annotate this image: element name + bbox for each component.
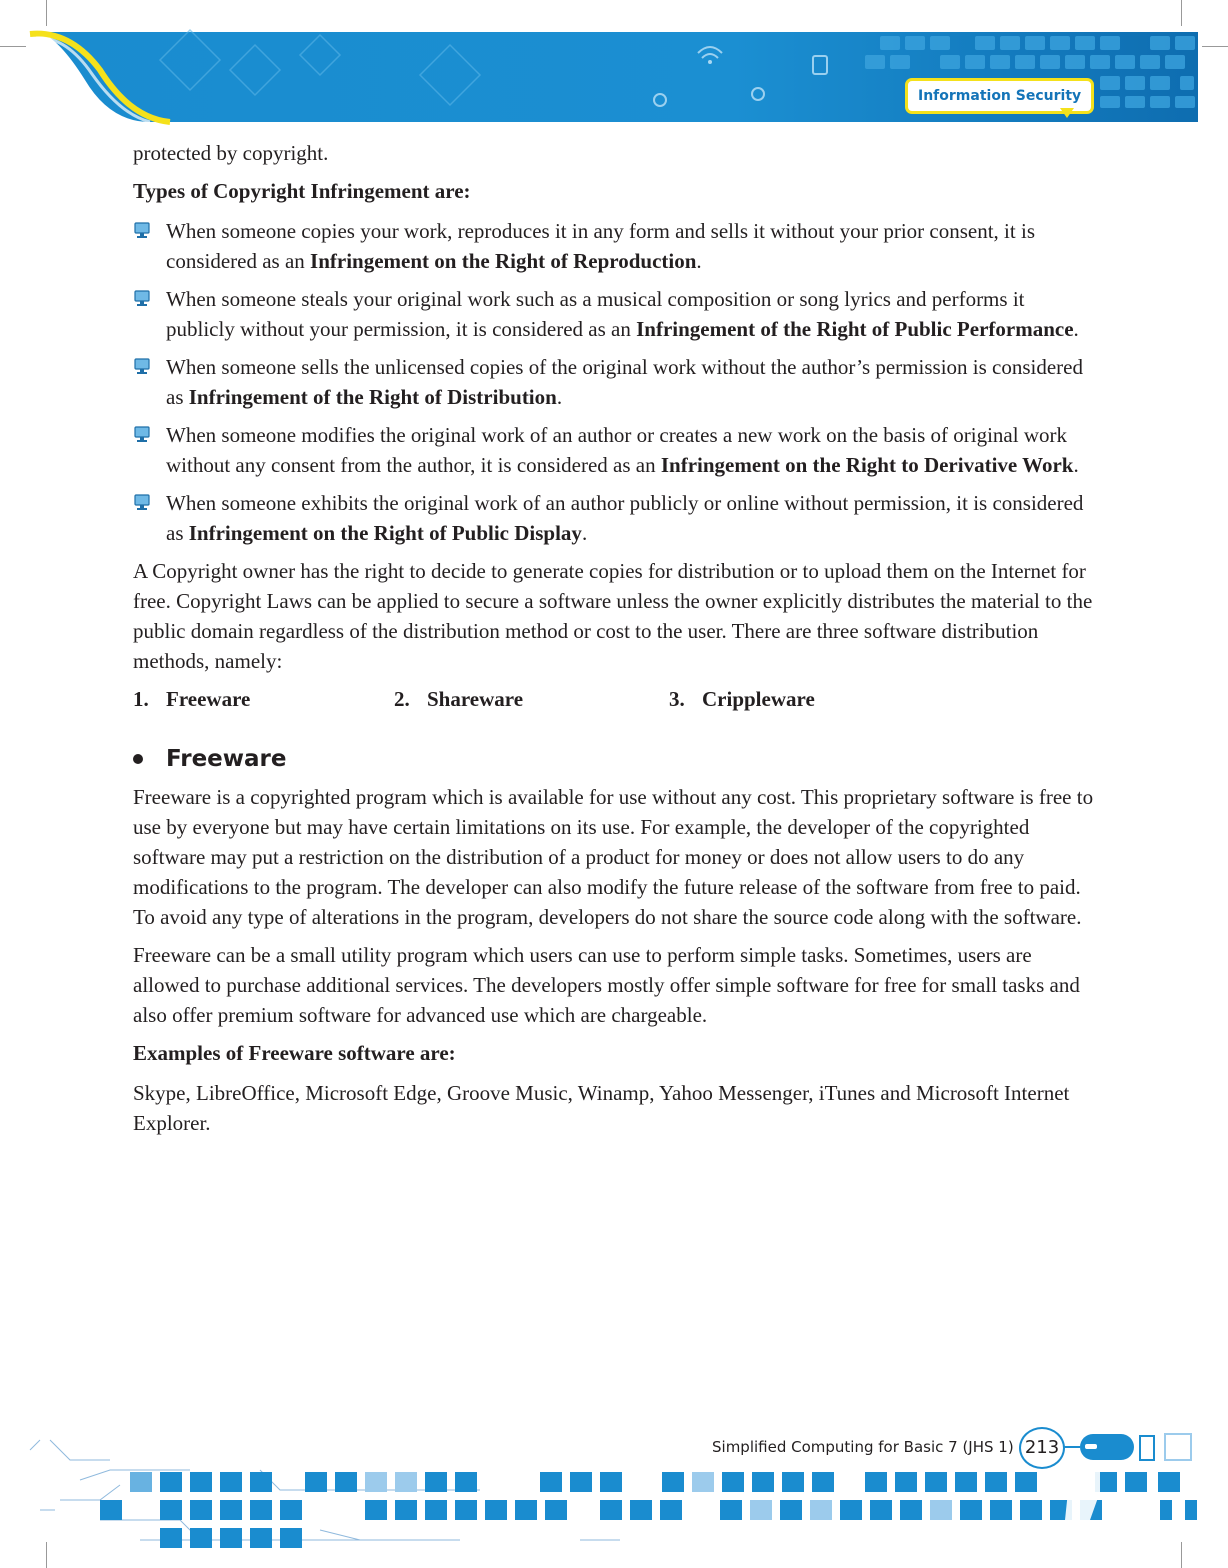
bullet-end: . — [1073, 317, 1079, 341]
bullet-end: . — [1073, 453, 1079, 477]
method-label: Crippleware — [702, 687, 815, 711]
monitor-bullet-icon — [133, 289, 151, 307]
method-number: 2. — [394, 687, 410, 711]
chapter-tag: Information Security — [905, 78, 1094, 114]
method-item — [394, 684, 669, 714]
list-item — [133, 420, 1095, 480]
monitor-bullet-icon — [133, 221, 151, 239]
method-number: 3. — [669, 687, 685, 711]
bullet-bold-term: Infringement of the Right of Public Performance — [636, 317, 1074, 341]
section-heading — [133, 742, 1095, 776]
bullet-text: When someone modifies the original work of an author or creates a new work on the basis of original work without any consent from the author, it is considered as an — [166, 423, 1067, 477]
chapter-tag-pointer — [1060, 108, 1074, 118]
examples-text: Skype, LibreOffice, Microsoft Edge, Groove Music, Winamp, Yahoo Messenger, iTunes and Microsoft Internet Explorer. — [133, 1081, 1070, 1135]
list-item — [133, 488, 1095, 548]
list-item — [133, 216, 1095, 276]
bullet-bold-term: Infringement of the Right of Distribution — [188, 385, 557, 409]
bullet-bold-term: Infringement on the Right of Reproduction — [310, 249, 697, 273]
bullet-bold-term: Infringement on the Right of Public Display — [188, 521, 582, 545]
list-item — [133, 352, 1095, 412]
monitor-bullet-icon — [133, 493, 151, 511]
monitor-bullet-icon — [133, 425, 151, 443]
method-label: Freeware — [166, 687, 251, 711]
freeware-paragraph-2: Freeware can be a small utility program which users can use to perform simple tasks. Sometimes, users are allowed to purchase additional services. The developers mostly offer simple software for free for small tasks and also offer premium software for advanced use which are chargeable. — [133, 943, 1080, 1027]
owner-paragraph: A Copyright owner has the right to decide to generate copies for distribution or to upload them on the Internet for free. Copyright Laws can be applied to secure a software unless the owner explicitly distributes the material to the public domain regardless of the distribution method or cost to the user. There are three software distribution methods, namely: — [133, 559, 1093, 673]
monitor-bullet-icon — [133, 357, 151, 375]
method-item — [133, 684, 394, 714]
intro-fragment: protected by copyright. — [133, 141, 329, 165]
freeware-paragraph-1: Freeware is a copyrighted program which is available for use without any cost. This proprietary software is free to use by everyone but may have certain limitations on its use. For example, the developer of the copyrighted software may put a restriction on the distribution of a product for money or does not allow users to do any modifications to the program. The developer can also modify the future release of the software from free to paid. To avoid any type of alterations in the program, developers do not share the source code along with the software. — [133, 785, 1094, 929]
bullet-text: When someone steals your original work such as a musical composition or song lyrics and performs it publicly without your permission, it is considered as an — [166, 287, 1025, 341]
bullet-end: . — [556, 385, 563, 409]
method-label: Shareware — [427, 687, 524, 711]
bullet-dot-icon — [133, 754, 143, 764]
infringement-list — [133, 216, 1095, 548]
bullet-end: . — [696, 249, 702, 273]
page-number: 213 — [1019, 1427, 1065, 1469]
bullet-text: When someone sells the unlicensed copies of the original work without the author’s permission is considered as — [166, 355, 1083, 409]
bullet-text: When someone exhibits the original work of an author publicly or online without permission, it is considered as — [166, 491, 1084, 545]
page-content — [133, 138, 1095, 1146]
method-number: 1. — [133, 687, 149, 711]
bullet-text: When someone copies your work, reproduces it in any form and sells it without your prior consent, it is considered as an — [166, 219, 1035, 273]
types-heading: Types of Copyright Infringement are: — [133, 179, 471, 203]
distribution-methods — [133, 684, 1095, 714]
bullet-end: . — [581, 521, 588, 545]
book-title: Simplified Computing for Basic 7 (JHS 1) — [712, 1438, 1014, 1456]
examples-heading: Examples of Freeware software are: — [133, 1041, 456, 1065]
method-item — [669, 684, 815, 714]
list-item — [133, 284, 1095, 344]
section-heading-text: Freeware — [166, 746, 287, 772]
bullet-bold-term: Infringement on the Right to Derivative Work — [660, 453, 1074, 477]
